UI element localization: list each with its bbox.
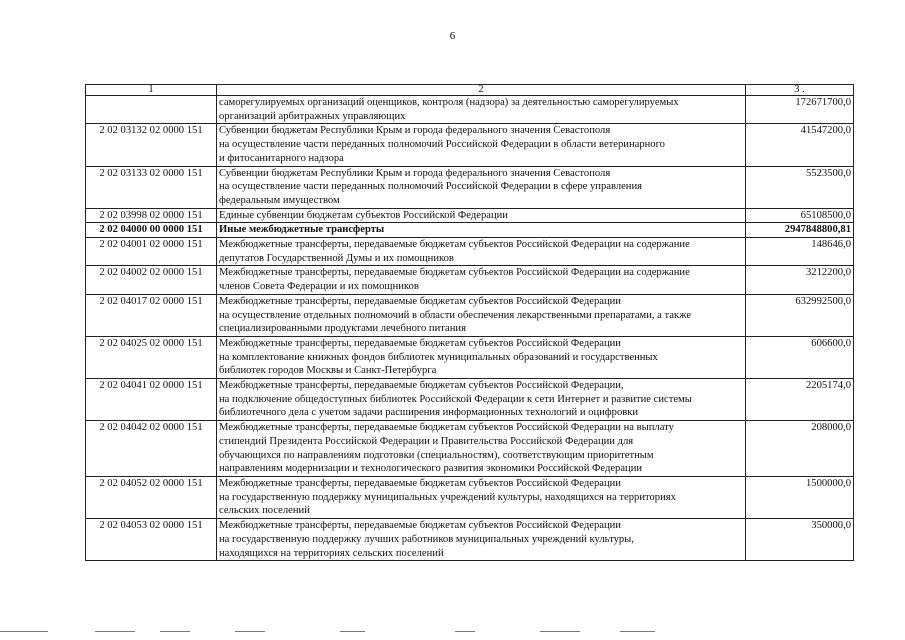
amount-cell: 208000,0 (746, 421, 854, 477)
table-row (86, 421, 854, 477)
description-cell (217, 421, 746, 477)
description-line: и фитосанитарного надзора (219, 152, 344, 164)
description-cell (217, 96, 746, 124)
budget-code-cell: 2 02 03998 02 0000 151 (86, 208, 217, 223)
table-row (86, 294, 854, 336)
description-line: Межбюджетные трансферты, передаваемые бюджетам субъектов Российской Федерации на выплату (219, 422, 674, 434)
budget-code-cell: 2 02 04042 02 0000 151 (86, 421, 217, 477)
description-line: федеральным имуществом (219, 194, 340, 206)
column-header-amount: 3 . (746, 85, 854, 96)
description-line: библиотек городов Москвы и Санкт-Петербурга (219, 365, 437, 377)
amount-cell: 65108500,0 (746, 208, 854, 223)
description-cell (217, 336, 746, 378)
budget-code-cell: 2 02 04025 02 0000 151 (86, 336, 217, 378)
budget-code-cell: 2 02 03132 02 0000 151 (86, 124, 217, 166)
description-line: организаций арбитражных управляющих (219, 110, 406, 122)
description-cell (217, 294, 746, 336)
description-line: на государственную поддержку лучших работников муниципальных учреждений культуры, (219, 533, 634, 545)
description-line: направлениям модернизации и технологического развития экономики Российской Федерации (219, 463, 643, 475)
description-line: на осуществление части переданных полномочий Российской Федерации в области ветеринарного (219, 139, 665, 151)
description-cell (217, 519, 746, 561)
description-cell (217, 166, 746, 208)
table-row (86, 124, 854, 166)
description-cell (217, 124, 746, 166)
table-row (86, 519, 854, 561)
budget-code-cell: 2 02 04017 02 0000 151 (86, 294, 217, 336)
description-line: на осуществление части переданных полномочий Российской Федерации в сфере управления (219, 181, 643, 193)
description-line: на осуществление отдельных полномочий в области обеспечения лекарственными препаратами, а также (219, 309, 692, 321)
table-row (86, 208, 854, 223)
amount-cell: 148646,0 (746, 238, 854, 266)
description-line: Единые субвенции бюджетам субъектов Российской Федерации (219, 209, 508, 221)
description-line: на комплектование книжных фондов библиотек муниципальных образований и государственных (219, 351, 658, 363)
budget-code-cell (86, 96, 217, 124)
table-row (86, 96, 854, 124)
description-cell (217, 379, 746, 421)
description-line: обучающихся по направлениям подготовки (специальностям), соответствующим приоритетным (219, 449, 654, 461)
description-cell (217, 266, 746, 294)
description-cell (217, 476, 746, 518)
amount-cell: 2947848800,81 (746, 223, 854, 238)
budget-code-cell: 2 02 04041 02 0000 151 (86, 379, 217, 421)
description-line: Субвенции бюджетам Республики Крым и города федерального значения Севастополя (219, 125, 611, 137)
budget-code-cell: 2 02 04002 02 0000 151 (86, 266, 217, 294)
budget-code-cell: 2 02 04052 02 0000 151 (86, 476, 217, 518)
description-line: депутатов Государственной Думы и их помощников (219, 252, 454, 264)
page-number: 6 (449, 30, 456, 42)
description-line: Межбюджетные трансферты, передаваемые бюджетам субъектов Российской Федерации на содержание (219, 239, 690, 251)
description-line: Межбюджетные трансферты, передаваемые бюджетам субъектов Российской Федерации (219, 295, 621, 307)
table-row (86, 379, 854, 421)
budget-table (85, 84, 854, 561)
description-line: саморегулируемых организаций оценщиков, контроля (надзора) за деятельностью саморегулируемых (219, 97, 679, 108)
description-line: библиотечного дела с учетом задачи расширения информационных технологий и оцифровки (219, 407, 639, 419)
column-header-description: 2 (217, 85, 746, 96)
description-line: Субвенции бюджетам Республики Крым и города федерального значения Севастополя (219, 167, 611, 179)
description-line: Межбюджетные трансферты, передаваемые бюджетам субъектов Российской Федерации на содержание (219, 267, 690, 279)
description-cell (217, 238, 746, 266)
amount-cell: 2205174,0 (746, 379, 854, 421)
amount-cell: 1500000,0 (746, 476, 854, 518)
description-line: Межбюджетные трансферты, передаваемые бюджетам субъектов Российской Федерации (219, 477, 621, 489)
description-line: сельских поселений (219, 505, 310, 517)
header-row (86, 85, 854, 96)
budget-code-cell: 2 02 04053 02 0000 151 (86, 519, 217, 561)
amount-cell: 350000,0 (746, 519, 854, 561)
amount-cell: 172671700,0 (746, 96, 854, 124)
amount-cell: 41547200,0 (746, 124, 854, 166)
table-row (86, 266, 854, 294)
description-line: специализированными продуктами лечебного питания (219, 323, 466, 335)
description-line: Межбюджетные трансферты, передаваемые бюджетам субъектов Российской Федерации, (219, 380, 624, 392)
amount-cell: 606600,0 (746, 336, 854, 378)
description-line: на подключение общедоступных библиотек Российской Федерации к сети Интернет и развитие системы (219, 393, 692, 405)
budget-code-cell: 2 02 03133 02 0000 151 (86, 166, 217, 208)
column-header-code: 1 (86, 85, 217, 96)
description-line: находящихся на территориях сельских поселений (219, 547, 444, 559)
description-line: Иные межбюджетные трансферты (219, 224, 385, 236)
table-row (86, 238, 854, 266)
table-body (86, 85, 854, 561)
amount-cell: 3212200,0 (746, 266, 854, 294)
table-row (86, 476, 854, 518)
description-line: стипендий Президента Российской Федерации и Правительства Российской Федерации для (219, 435, 634, 447)
description-line: членов Совета Федерации и их помощников (219, 281, 419, 293)
budget-code-cell: 2 02 04000 00 0000 151 (86, 223, 217, 238)
description-line: на государственную поддержку муниципальных учреждений культуры, находящихся на территориях (219, 491, 676, 503)
amount-cell: 5523500,0 (746, 166, 854, 208)
table-row (86, 223, 854, 238)
scan-artifacts (0, 631, 905, 634)
amount-cell: 632992500,0 (746, 294, 854, 336)
description-line: Межбюджетные трансферты, передаваемые бюджетам субъектов Российской Федерации (219, 337, 621, 349)
budget-code-cell: 2 02 04001 02 0000 151 (86, 238, 217, 266)
table-row (86, 166, 854, 208)
description-cell (217, 208, 746, 223)
table-row (86, 336, 854, 378)
description-line: Межбюджетные трансферты, передаваемые бюджетам субъектов Российской Федерации (219, 520, 621, 532)
description-cell (217, 223, 746, 238)
